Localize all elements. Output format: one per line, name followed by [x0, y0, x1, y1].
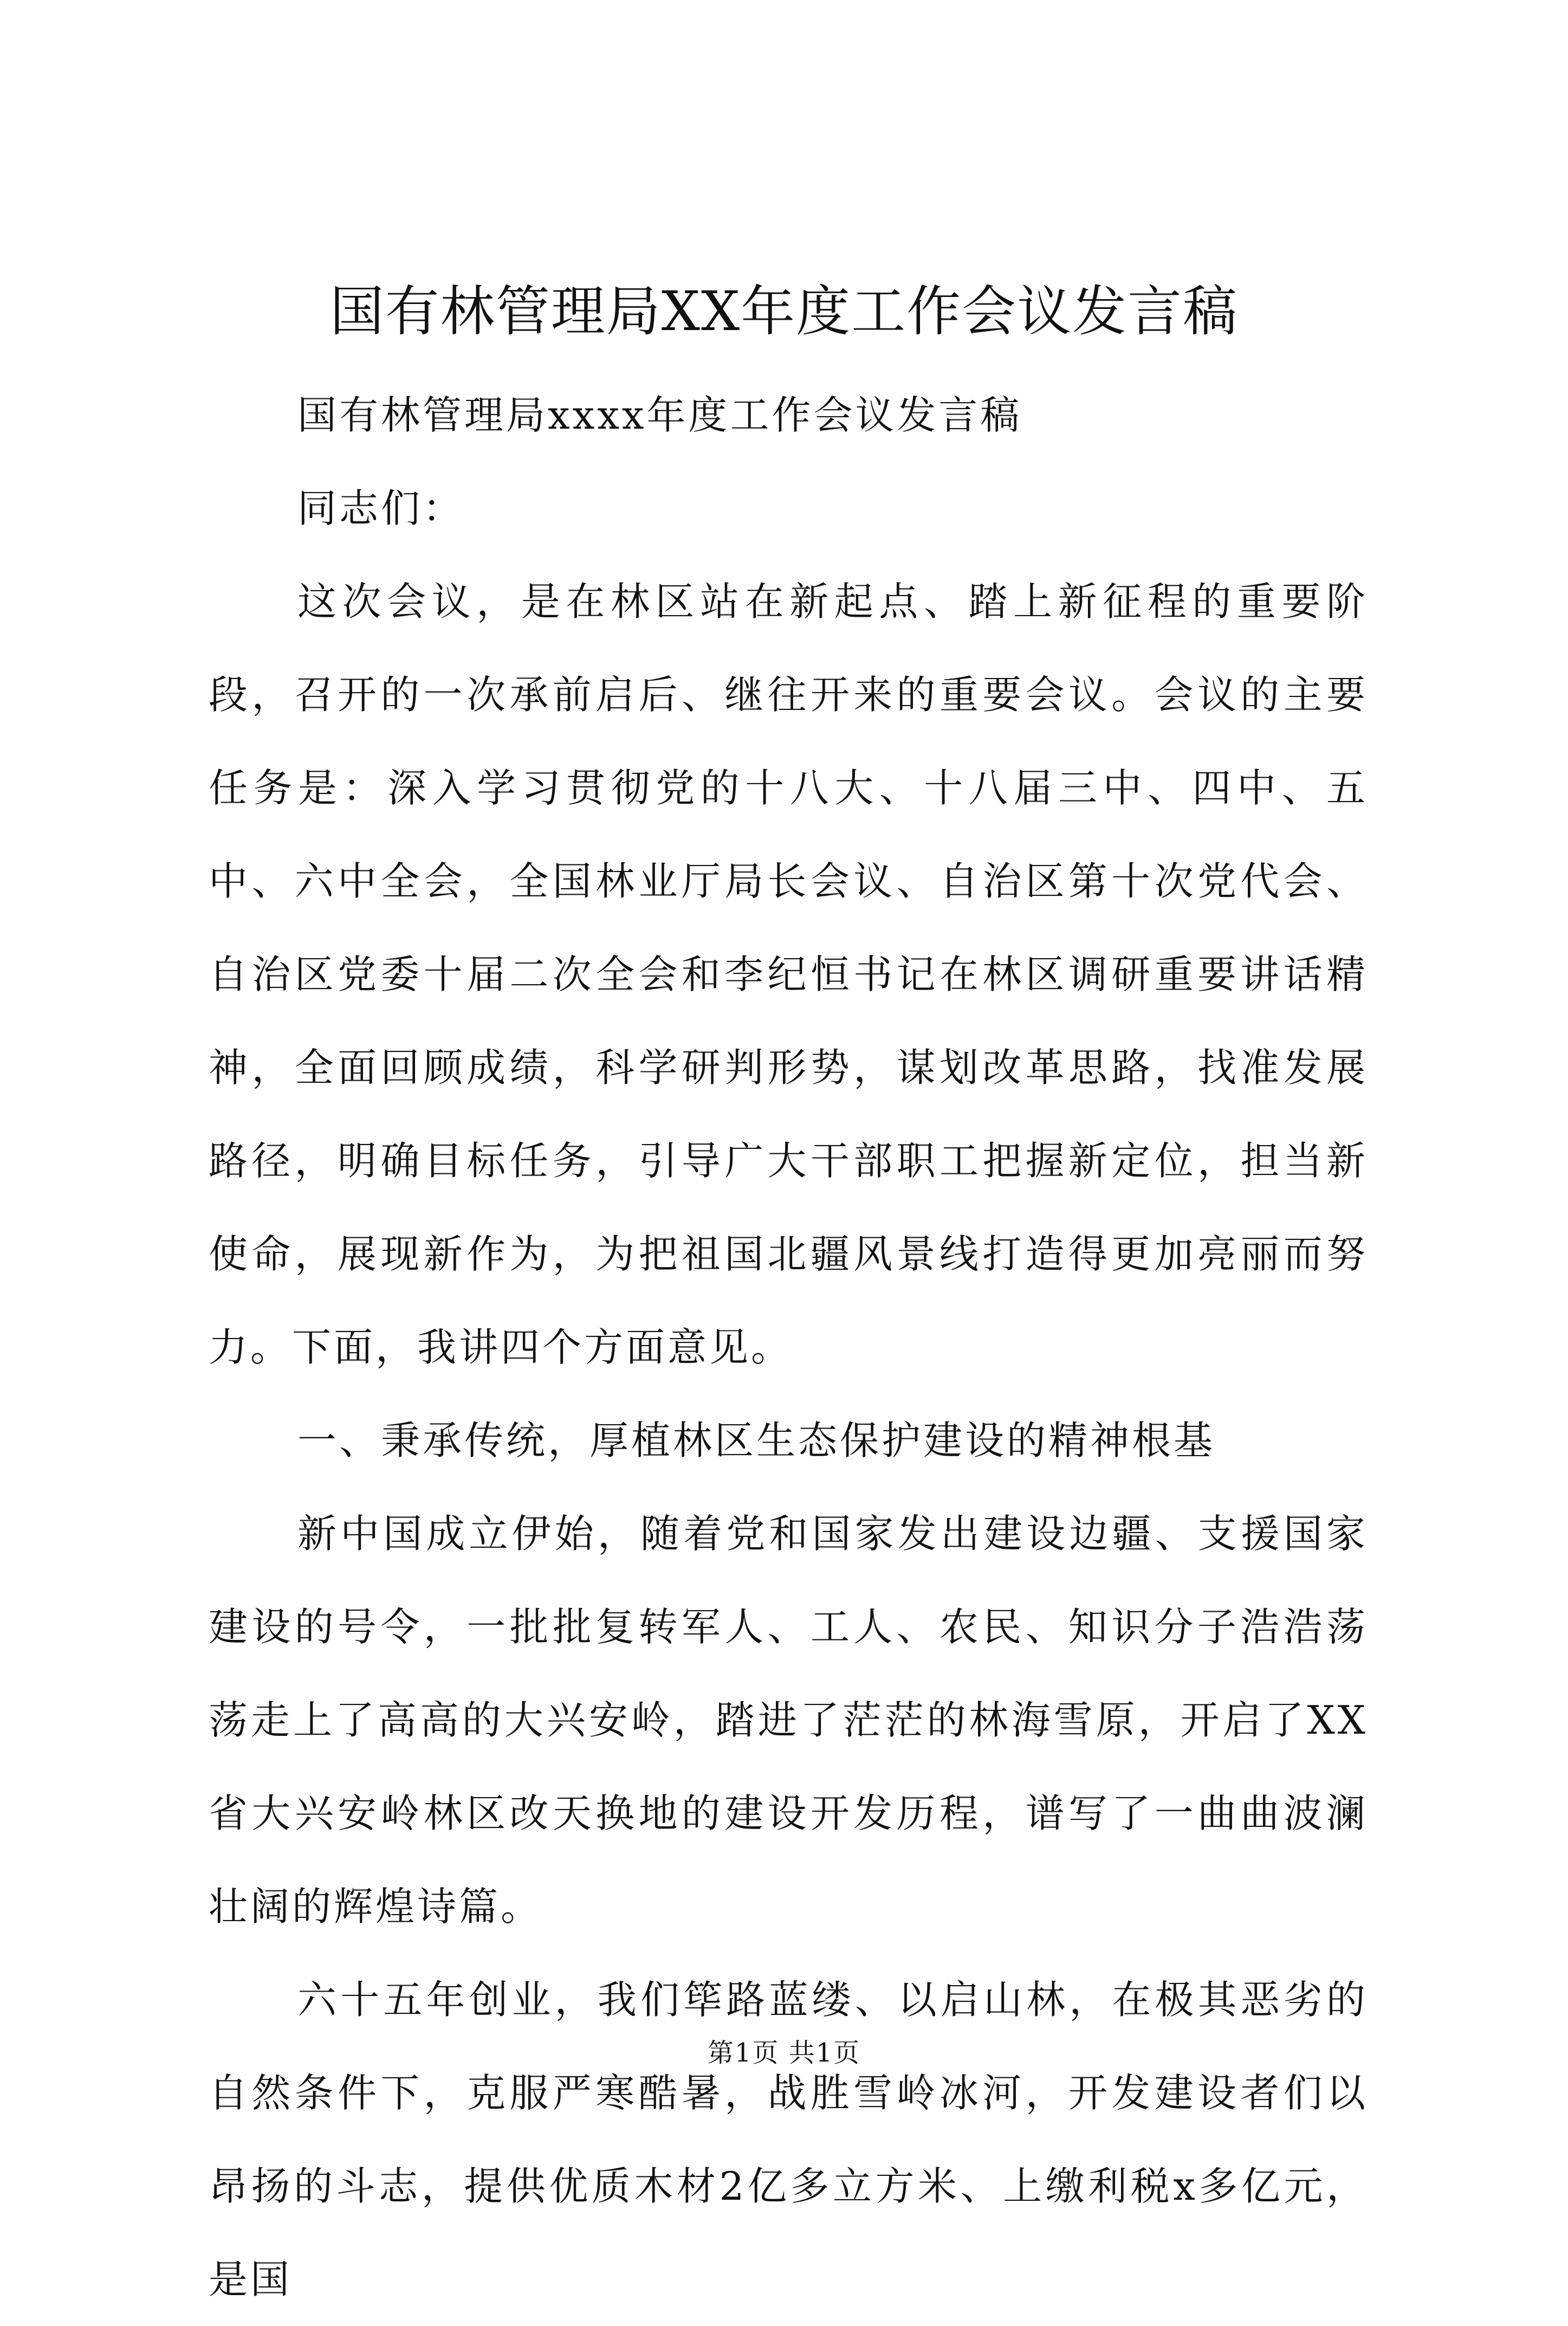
- page-footer: 第1页 共1页: [707, 2038, 861, 2068]
- paragraph-intro: 这次会议，是在林区站在新起点、踏上新征程的重要阶段，召开的一次承前启后、继往开来的重要会议。会议的主要任务是：深入学习贯彻党的十八大、十八届三中、四中、五中、六中全会，全国林业厅局长会议、自治区第十次党代会、自治区党委十届二次全会和李纪恒书记在林区调研重要讲话精神，全面回顾成绩，科学研判形势，谋划改革思路，找准发展路径，明确目标任务，引导广大干部职工把握新定位，担当新使命，展现新作为，为把祖国北疆风景线打造得更加亮丽而努力。下面，我讲四个方面意见。: [209, 579, 1368, 1370]
- paragraph-achievements: 六十五年创业，我们筚路蓝缕、以启山林，在极其恶劣的自然条件下，克服严寒酷暑，战胜雪岭冰河，开发建设者们以昂扬的斗志，提供优质木材2亿多立方米、上缴利税x多亿元，是国: [209, 1977, 1368, 2302]
- document-body: [209, 369, 1368, 2326]
- section-heading-1: 一、秉承传统，厚植林区生态保护建设的精神根基: [297, 1418, 1216, 1463]
- document-subtitle: 国有林管理局xxxx年度工作会议发言稿: [297, 392, 1022, 438]
- paragraph-history: 新中国成立伊始，随着党和国家发出建设边疆、支援国家建设的号令，一批批复转军人、工人、农民、知识分子浩浩荡荡走上了高高的大兴安岭，踏进了茫茫的林海雪原，开启了XX省大兴安岭林区改天换地的建设开发历程，谱写了一曲曲波澜壮阔的辉煌诗篇。: [209, 1511, 1368, 1929]
- salutation: 同志们：: [297, 486, 465, 531]
- document-title: 国有林管理局XX年度工作会议发言稿: [329, 280, 1239, 343]
